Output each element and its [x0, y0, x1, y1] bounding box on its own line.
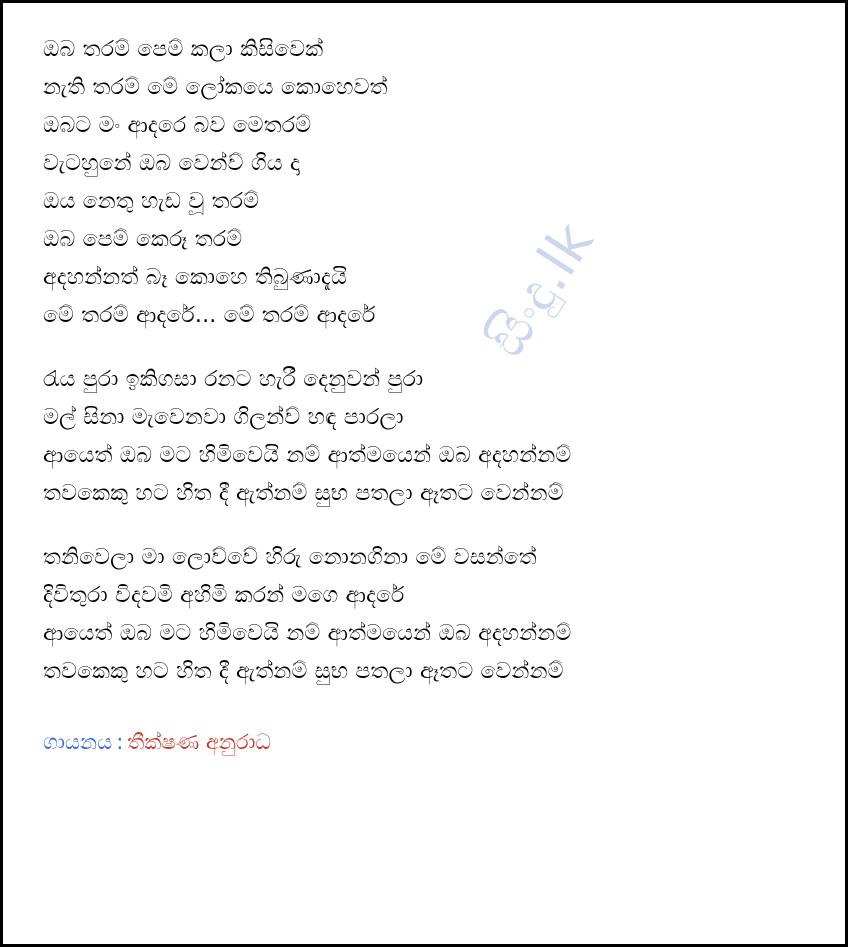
stanza-3 [43, 539, 805, 691]
lyric-line: තනිවෙලා මා ලොව්වේ හිරු නොනගිනා මේ වසන්තේ [43, 545, 537, 570]
lyric-line: තවකෙකු හට හිත දී ඇත්නම් සුභ පතලා ඈතට වෙන්නම් [43, 659, 564, 684]
lyric-line: අදහන්නත් බෑ කොහෙ තිබුණාදැයි [43, 265, 347, 290]
lyric-line: නැති තරම් මේ ලෝකයෙ කොහෙවත් [43, 75, 388, 100]
lyric-line: තවකෙකු හට හිත දී ඇත්නම් සුභ පතලා ඈතට වෙන්නම් [43, 481, 564, 506]
credit-separator: : [116, 730, 124, 754]
stanza-1 [43, 31, 805, 335]
credit-label: ගායනය [43, 730, 113, 754]
lyric-line: ආයෙත් ඔබ මට හිමිවෙයි නම් ආත්මයෙන් ඔබ අදහන්නම් [43, 443, 572, 468]
lyric-line: ඔබ තරම් පෙම් කලා කිසිවෙක් [43, 37, 324, 62]
stanza-2 [43, 361, 805, 513]
lyric-line: ඔබට මං ආදරෙ බව මෙතරම් [43, 113, 312, 138]
lyric-line: වැටහුනේ ඔබ වෙන්ව් ගිය දා [43, 151, 300, 176]
lyric-line: ආයෙත් ඔබ මට හිමිවෙයි නම් ආත්මයෙන් ඔබ අදහන්නම් [43, 621, 572, 646]
lyric-line: ඔබ පෙම් කෙරූ තරම් [43, 227, 243, 252]
credit-value: තීක්ෂණ අනුරාධ [127, 730, 271, 754]
credit-line [43, 725, 805, 759]
lyric-line: මේ තරම් ආදරේ... මේ තරම් ආදරේ [43, 303, 376, 328]
lyric-line: දිවිතුරා විදවමි අහිමි කරන් මගෙ ආදරේ [43, 583, 405, 608]
watermark-text: සිංදු.lk [473, 211, 607, 369]
lyrics-content [3, 3, 845, 759]
lyric-line: රැය පුරා ඉකිගසා රනට හැරී දෙනුවන් පුරා [43, 367, 424, 392]
lyric-line: ඔය නෙතු හැඩ වූ තරම් [43, 189, 260, 214]
lyric-line: මල් සිනා මැවෙනවා ගිලන්ව් හඳ පාරලා [43, 405, 404, 430]
